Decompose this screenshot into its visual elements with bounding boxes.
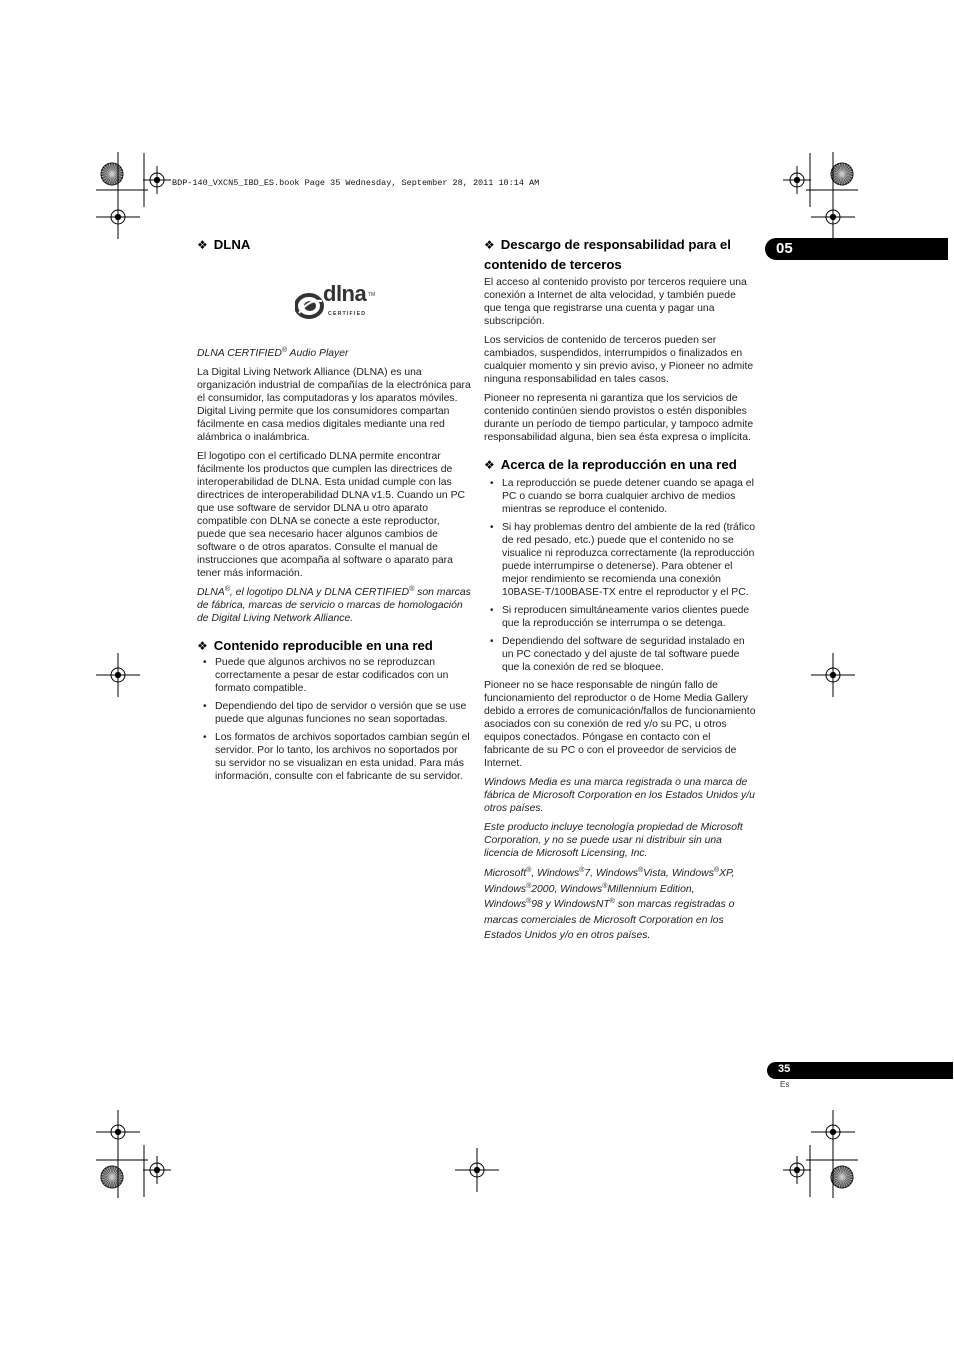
list-item: • Si hay problemas dentro del ambiente de la red (tráfico de red pesado, etc.) puede que el contenido no se visualice ni reproduzca correctamente (la reproducción puede interrumpirse o detenerse). Para obtener el mejor rendimiento se recomienda una conexión 10BASE-T/100BASE-TX entre el reproductor y el PC. [484, 521, 756, 599]
chapter-tab [765, 238, 948, 260]
bullet-list [197, 656, 471, 783]
diamond-bullet-icon: ❖ [197, 238, 208, 252]
list-item: • Dependiendo del software de seguridad instalado en un PC conectado y del ajuste de tal software puede que la conexión de red se bloquee. [484, 635, 756, 674]
dlna-caption: DLNA CERTIFIED® Audio Player [197, 347, 349, 359]
section-title-acerca: ❖ Acerca de la reproducción en una red [484, 457, 737, 472]
left-column [197, 235, 471, 788]
page-number-tab [767, 1062, 953, 1079]
dlna-wordmark: dlna [323, 281, 367, 306]
section-title-descargo: ❖ Descargo de responsabilidad para el contenido de terceros [484, 237, 731, 272]
section-title-dlna: ❖ DLNA [197, 237, 251, 252]
list-item: • Puede que algunos archivos no se reproduzcan correctamente a pesar de estar codificados con un formato compatible. [197, 656, 471, 695]
paragraph: El logotipo con el certificado DLNA permite encontrar fácilmente los productos que cumplen las directrices de interoperabilidad de DLNA. Esta unidad cumple con las directrices de interoperabilidad DLNA v1.5. Cuando un PC que use software de servidor DLNA u otro aparato compatible con DLNA se conecte a este reproductor, puede que sea necesario hacer algunos cambios de software o de otros aparatos. Consulte el manual de instrucciones que acompaña al software o aparato para tener más información. [197, 451, 465, 579]
paragraph: El acceso al contenido provisto por terceros requiere una conexión a Internet de alta velocidad, y también puede que tenga que registrarse una cuenta y pagar una subscripción. [484, 277, 747, 327]
paragraph: La Digital Living Network Alliance (DLNA) es una organización industrial de compañías de la electrónica para el consumidor, las computadoras y los aparatos móviles. Digital Living permite que los consumidores compartan fácilmente en casa medios digitales mediante una red alámbrica o inalámbrica. [197, 367, 471, 443]
license-note: Este producto incluye tecnología propiedad de Microsoft Corporation, y no se puede usar ni distribuir sin una licencia de Microsoft Licensing, Inc. [484, 822, 743, 859]
paragraph: Los servicios de contenido de terceros pueden ser cambiados, suspendidos, interrumpidos o finalizados en cualquier momento y sin previo aviso, y Pioneer no admite ninguna responsabilidad en tales casos. [484, 335, 754, 385]
section-title-contenido: ❖ Contenido reproducible en una red [197, 638, 433, 653]
trademark-note: DLNA®, el logotipo DLNA y DLNA CERTIFIED® son marcas de fábrica, marcas de servicio o marcas de homologación de Digital Living Network Alliance. [197, 586, 471, 624]
trademark-mark: TM [368, 292, 376, 298]
trademark-note: Windows Media es una marca registrada o una marca de fábrica de Microsoft Corporation en los Estados Unidos y/u otros países. [484, 777, 755, 814]
dlna-logo [295, 281, 376, 323]
bullet-list [484, 477, 756, 674]
diamond-bullet-icon: ❖ [484, 238, 495, 252]
microsoft-trademark-note: Microsoft®, Windows®7, Windows®Vista, Windows®XP, Windows®2000, Windows®Millennium Edition, Windows®98 y WindowsNT® son marcas registradas o marcas comerciales de Microsoft Corporation en los Estados Unidos y/o en otros países. [484, 867, 735, 941]
list-item: • Los formatos de archivos soportados cambian según el servidor. Por lo tanto, los archivos no soportados por su servidor no se visualizan en esta unidad. Para más información, consulte con el fabricante de su servidor. [197, 731, 471, 783]
list-item: • La reproducción se puede detener cuando se apaga el PC o cuando se borra cualquier archivo de medios mientras se reproduce el contenido. [484, 477, 756, 516]
chapter-number: 05 [776, 240, 793, 257]
paragraph: Pioneer no representa ni garantiza que los servicios de contenido continúen siendo provistos o estén disponibles durante un período de tiempo particular, y tampoco admite responsabilidad alguna, bien sea ésta expresa o implícita. [484, 393, 754, 443]
list-item: • Dependiendo del tipo de servidor o versión que se use puede que algunas funciones no sean soportadas. [197, 700, 471, 726]
file-info-line: BDP-140_VXCN5_IBD_ES.book Page 35 Wednesday, September 28, 2011 10:14 AM [172, 178, 540, 188]
paragraph: Pioneer no se hace responsable de ningún fallo de funcionamiento del reproductor o de Home Media Gallery debido a errores de comunicación/fallos de funcionamiento asociados con su conexión de red y/o su PC, u otros equipos conectados. Póngase en contacto con el fabricante de su PC o con el proveedor de servicios de Internet. [484, 680, 756, 769]
page-number: 35 [778, 1063, 791, 1075]
list-item: • Si reproducen simultáneamente varios clientes puede que la reproducción se interrumpa o se detenga. [484, 604, 756, 630]
diamond-bullet-icon: ❖ [484, 458, 495, 472]
page-language: Es [780, 1080, 790, 1089]
dlna-swirl-icon [295, 293, 325, 319]
right-column [484, 235, 756, 950]
certified-label: CERTIFIED [328, 311, 367, 317]
diamond-bullet-icon: ❖ [197, 639, 208, 653]
